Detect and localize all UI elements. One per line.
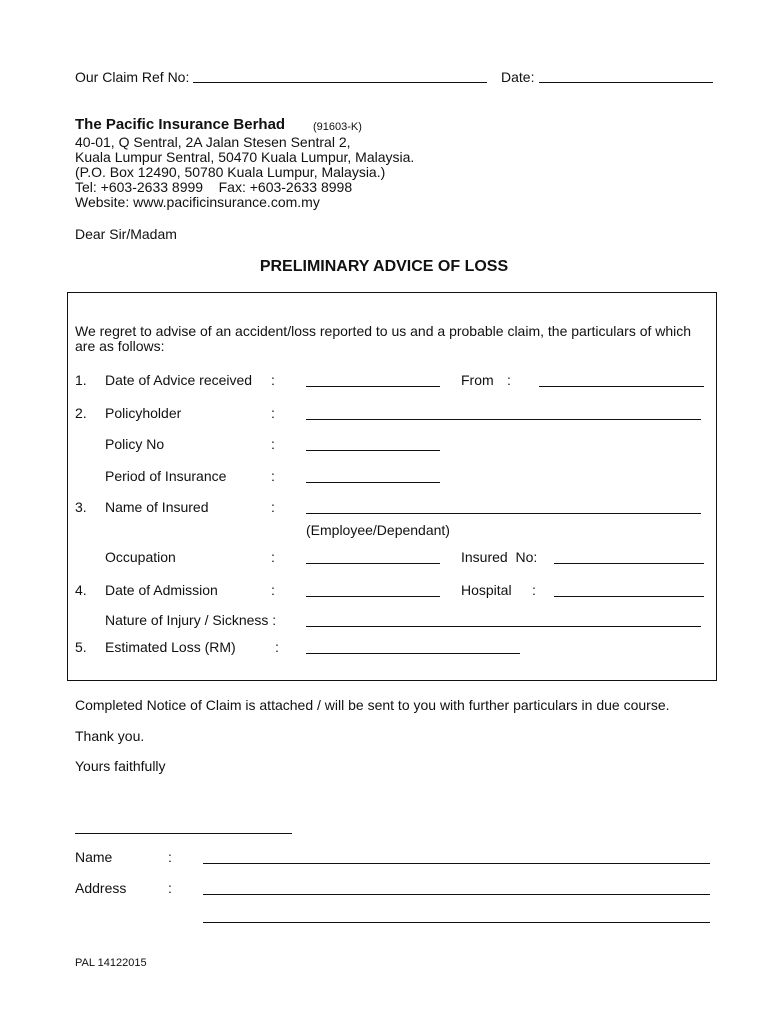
insured-no-field[interactable] [554,563,704,564]
occupation-field[interactable] [306,563,440,564]
policyholder-field[interactable] [306,419,701,420]
sign-off-text: Yours faithfully [75,758,166,774]
colon: : [271,582,275,598]
from-field[interactable] [539,386,704,387]
form-title: PRELIMINARY ADVICE OF LOSS [259,258,509,275]
colon: : [271,468,275,484]
name-field[interactable] [203,863,710,864]
address-line: 40-01, Q Sentral, 2A Jalan Stesen Sentral 2, [75,134,351,150]
intro-text: are as follows: [75,338,165,354]
colon: : [507,372,511,388]
period-label: Period of Insurance [105,468,227,484]
colon: : [271,499,275,515]
colon: : [271,549,275,565]
date-advice-label: Date of Advice received [105,372,253,388]
company-name: The Pacific Insurance Berhad [75,116,286,133]
hospital-label: Hospital [461,582,512,598]
salutation: Dear Sir/Madam [75,226,177,242]
insured-no-label: Insured No: [461,549,538,565]
admission-date-field[interactable] [306,596,440,597]
admission-date-label: Date of Admission [105,582,218,598]
company-reg-no: (91603-K) [313,121,362,133]
form-code: PAL 14122015 [75,957,147,969]
date-label: Date: [501,69,535,85]
claim-ref-label: Our Claim Ref No: [75,69,190,85]
colon: : [271,372,275,388]
policy-no-label: Policy No [105,436,165,452]
policyholder-label: Policyholder [105,405,182,421]
occupation-label: Occupation [105,549,176,565]
colon: : [168,849,172,865]
name-label: Name [75,849,113,865]
address-line: Kuala Lumpur Sentral, 50470 Kuala Lumpur, Malaysia. [75,149,415,165]
address-label: Address [75,880,127,896]
colon: : [271,405,275,421]
colon: : [271,436,275,452]
colon: : [168,880,172,896]
website-line: Website: www.pacificinsurance.com.my [75,194,320,210]
notice-text: Completed Notice of Claim is attached / will be sent to you with further particulars in due course. [75,697,670,713]
thanks-text: Thank you. [75,728,145,744]
date-advice-field[interactable] [306,386,440,387]
intro-text: We regret to advise of an accident/loss reported to us and a probable claim, the particulars of which [75,323,692,339]
policy-no-field[interactable] [306,450,440,451]
colon: : [532,582,536,598]
address-field-line-1[interactable] [203,894,710,895]
item-number: 3. [75,499,87,515]
colon: : [275,639,279,655]
item-number: 1. [75,372,87,388]
address-line: (P.O. Box 12490, 50780 Kuala Lumpur, Malaysia.) [75,164,386,180]
employee-dependant-note: (Employee/Dependant) [306,522,450,538]
injury-label: Nature of Injury / Sickness : [105,612,277,628]
insured-name-field[interactable] [306,513,701,514]
estimated-loss-field[interactable] [306,653,520,654]
insured-name-label: Name of Insured [105,499,209,515]
from-label: From [461,372,494,388]
contact-line: Tel: +603-2633 8999 Fax: +603-2633 8998 [75,179,353,195]
item-number: 2. [75,405,87,421]
period-field[interactable] [306,482,440,483]
item-number: 4. [75,582,87,598]
date-field[interactable] [539,82,713,83]
injury-field[interactable] [306,626,701,627]
item-number: 5. [75,639,87,655]
claim-ref-field[interactable] [193,82,487,83]
estimated-loss-label: Estimated Loss (RM) [105,639,236,655]
hospital-field[interactable] [554,596,704,597]
address-field-line-2[interactable] [203,922,710,923]
signature-line[interactable] [75,833,292,834]
